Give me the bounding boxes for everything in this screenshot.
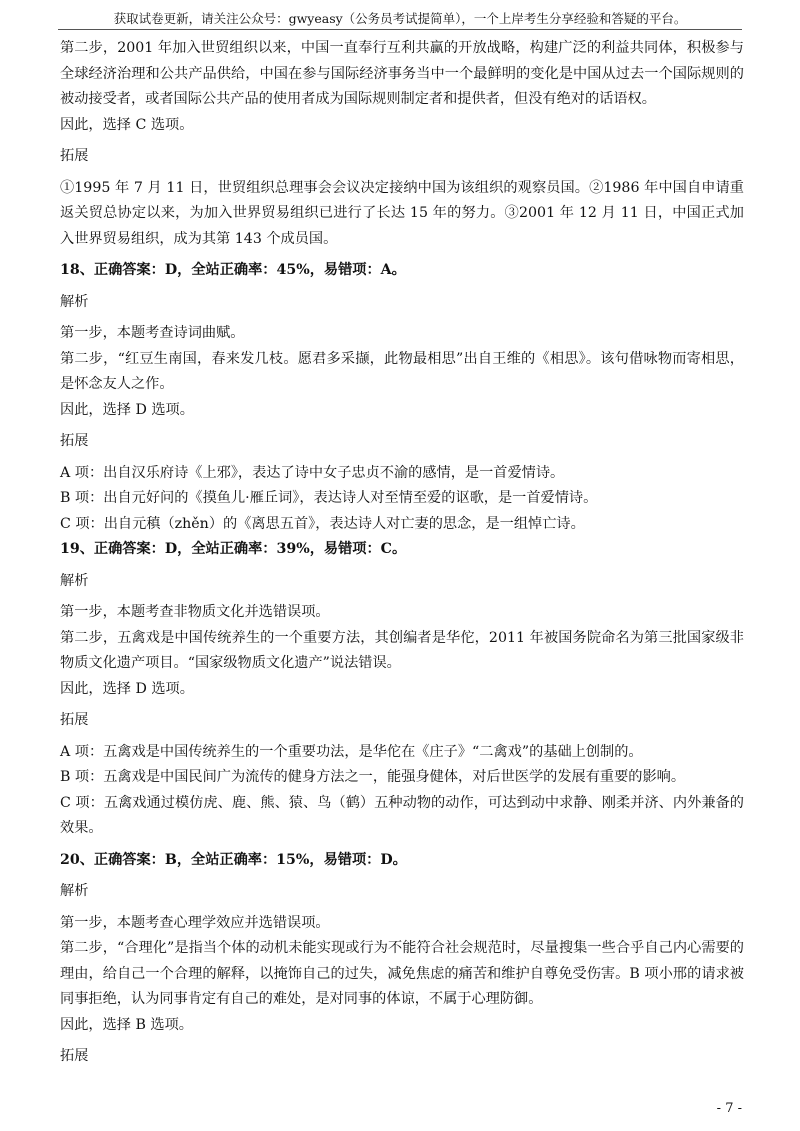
q19-step1: 第一步，本题考查非物质文化并选错误项。 xyxy=(60,604,330,620)
header-divider xyxy=(58,29,742,30)
q17-expand-text: ①1995 年 7 月 11 日，世贸组织总理事会会议决定接纳中国为该组织的观察员国。②1986 年中国自申请重返关贸总协定以来，为加入世界贸易组织已进行了长达 15 年的努力。③2001 年 12 月 11 日，中国正式加入世界贸易组织，成为其第 143 个成员国。 xyxy=(60,179,744,247)
q19-option-a: A 项：五禽戏是中国传统养生的一个重要功法，是华佗在《庄子》“二禽戏”的基础上创制的。 xyxy=(60,743,643,760)
q18-option-c: C 项：出自元稹（zhěn）的《离思五首》，表达诗人对亡妻的思念，是一组悼亡诗。 xyxy=(60,515,585,532)
q20-analysis-label: 解析 xyxy=(60,883,89,899)
q17-expand-label: 拓展 xyxy=(60,148,89,164)
q20-conclusion: 因此，选择 B 选项。 xyxy=(60,1016,193,1033)
q18-option-b: B 项：出自元好问的《摸鱼儿·雁丘词》，表达诗人对至情至爱的讴歌，是一首爱情诗。 xyxy=(60,490,598,506)
q19-analysis-label: 解析 xyxy=(60,572,89,589)
q19-option-b: B 项：五禽戏是中国民间广为流传的健身方法之一，能强身健体，对后世医学的发展有重要的影响。 xyxy=(60,769,686,785)
q18-step1: 第一步，本题考查诗词曲赋。 xyxy=(60,325,245,341)
q20-answer-heading: 20、正确答案：B，全站正确率：15%，易错项：D。 xyxy=(60,851,407,868)
q20-step2: 第二步，“合理化”是指当个体的动机未能实现或行为不能符合社会规范时，尽量搜集一些合乎自己内心需要的理由，给自己一个合理的解释，以掩饰自己的过失，减免焦虑的痛苦和维护自尊免受伤害。B 项小邢的请求被同事拒绝，认为同事肯定有自己的难处，是对同事的体谅，不属于心理防御。 xyxy=(60,940,744,1007)
q19-conclusion: 因此，选择 D 选项。 xyxy=(60,680,194,697)
q19-option-c: C 项：五禽戏通过模仿虎、鹿、熊、猿、鸟（鹤）五种动物的动作，可达到动中求静、刚柔并济、内外兼备的效果。 xyxy=(60,794,744,836)
q20-expand-label: 拓展 xyxy=(60,1048,89,1064)
q18-conclusion: 因此，选择 D 选项。 xyxy=(60,401,194,418)
q17-step2: 第二步，2001 年加入世贸组织以来，中国一直奉行互利共赢的开放战略，构建广泛的利益共同体，积极参与全球经济治理和公共产品供给，中国在参与国际经济事务当中一个最鲜明的变化是中国从过去一个国际规则的被动接受者，或者国际公共产品的使用者成为国际规则制定者和提供者，但没有绝对的话语权。 xyxy=(60,40,744,107)
q18-step2: 第二步，“红豆生南国，春来发几枝。愿君多采撷，此物最相思”出自王维的《相思》。该句借咏物而寄相思，是怀念友人之作。 xyxy=(60,350,744,392)
q17-conclusion: 因此，选择 C 选项。 xyxy=(60,116,194,133)
q19-step2: 第二步，五禽戏是中国传统养生的一个重要方法，其创编者是华佗，2011 年被国务院命名为第三批国家级非物质文化遗产项目。“国家级物质文化遗产”说法错误。 xyxy=(60,629,744,671)
page-number: - 7 - xyxy=(716,1101,742,1116)
q18-analysis-label: 解析 xyxy=(60,293,89,310)
q19-answer-heading: 19、正确答案：D，全站正确率：39%，易错项：C。 xyxy=(60,541,407,557)
q20-step1: 第一步，本题考查心理学效应并选错误项。 xyxy=(60,914,330,931)
q18-expand-label: 拓展 xyxy=(60,433,89,449)
header-note: 获取试卷更新，请关注公众号：gwyeasy（公务员考试提简单），一个上岸考生分享经验和答疑的平台。 xyxy=(113,11,687,26)
document-body xyxy=(60,36,744,1070)
q19-expand-label: 拓展 xyxy=(60,712,89,728)
q18-option-a: A 项：出自汉乐府诗《上邪》，表达了诗中女子忠贞不渝的感情，是一首爱情诗。 xyxy=(60,464,565,481)
q18-answer-heading: 18、正确答案：D，全站正确率：45%，易错项：A。 xyxy=(60,262,406,278)
